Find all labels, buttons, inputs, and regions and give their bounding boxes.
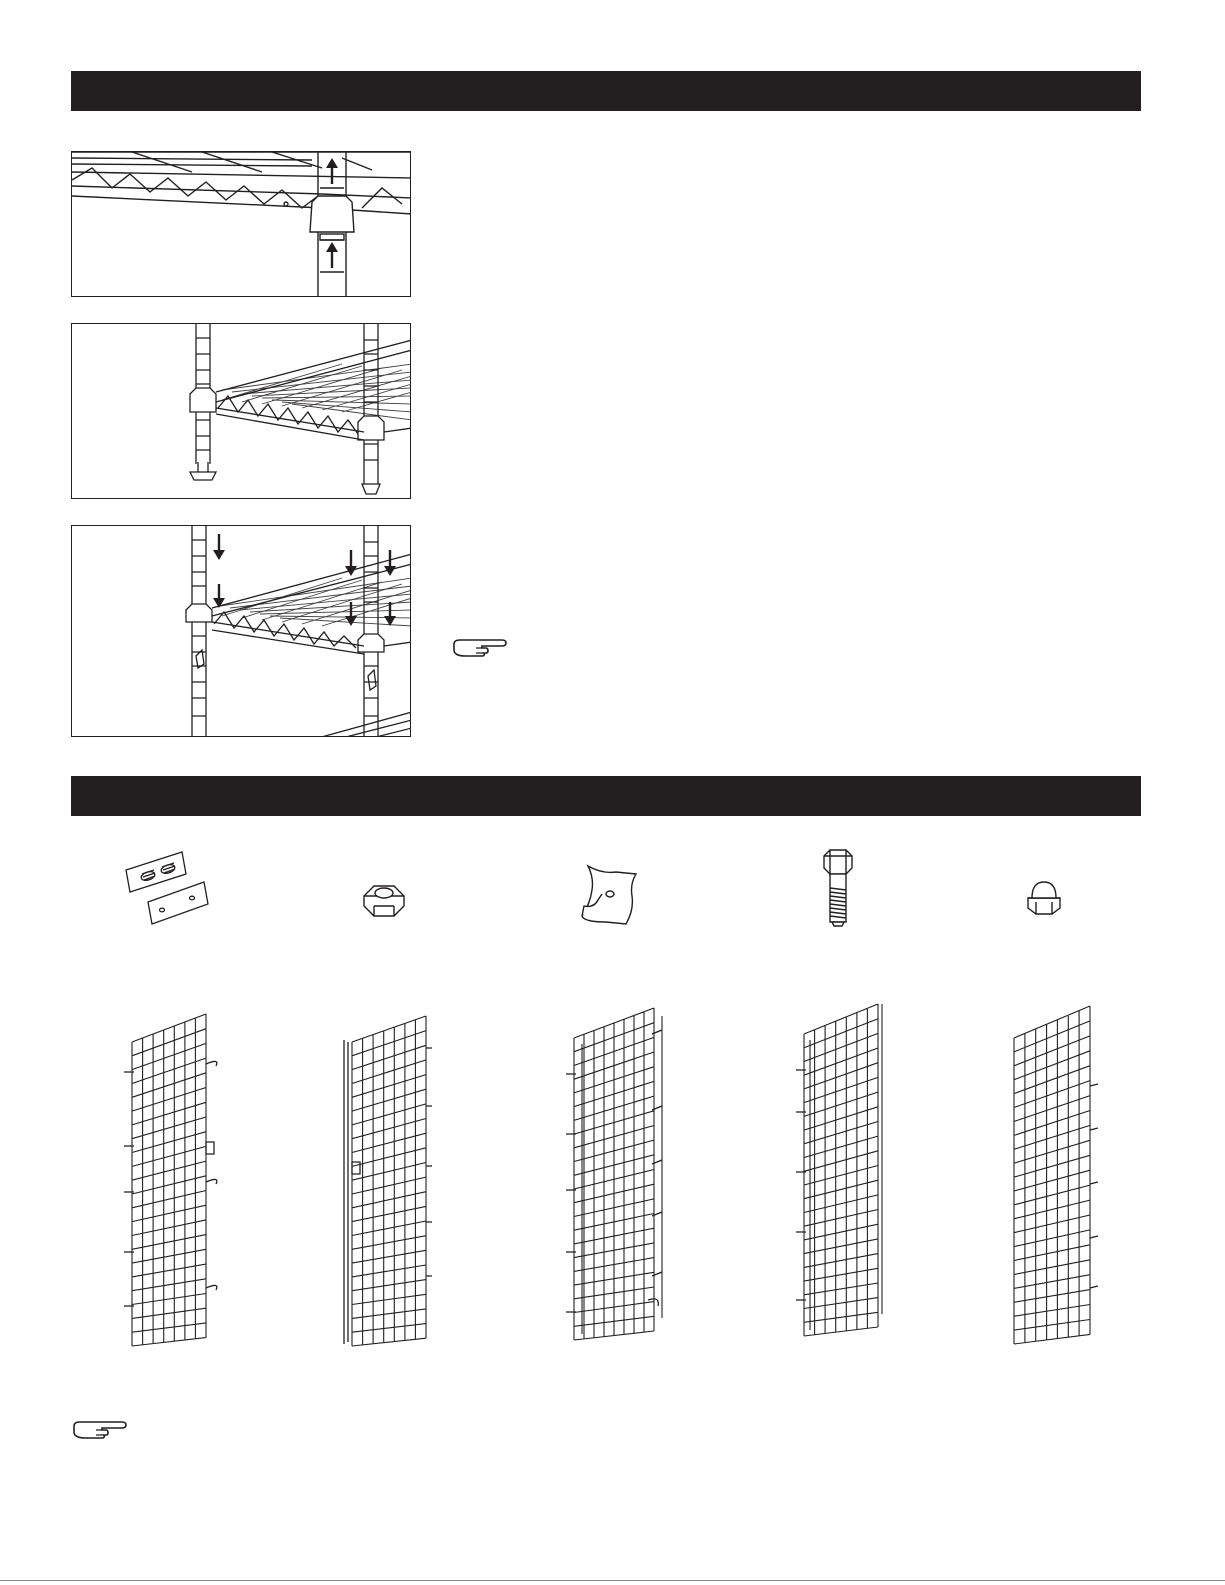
figure-sleeve-push-up: [71, 151, 411, 297]
figure-shelf-on-posts: [71, 323, 411, 499]
clamp-plates-icon: [120, 848, 220, 930]
wire-panel-hooks-right-icon: [1002, 1000, 1108, 1350]
wire-panel-with-latch-icon: [340, 1006, 440, 1356]
wire-panel-double-left-icon: [790, 996, 890, 1346]
bracket-icon: [576, 860, 646, 930]
hex-bolt-icon: [818, 848, 858, 928]
pointing-hand-icon: [72, 1418, 128, 1447]
hex-nut-icon: [360, 882, 408, 922]
page-bottom-rule: [0, 1580, 1225, 1581]
section-header-title: [71, 80, 85, 102]
wire-panel-with-hooks-right-icon: [120, 1006, 230, 1356]
figure-shelf-push-down: [71, 525, 411, 737]
pointing-hand-icon: [452, 636, 508, 665]
section-header-bar: [71, 71, 1141, 111]
cap-nut-icon: [1024, 878, 1064, 918]
wire-panel-double-left-hooks-icon: [562, 1000, 672, 1350]
parts-header-title: [71, 785, 85, 807]
parts-header-bar: [71, 776, 1141, 816]
